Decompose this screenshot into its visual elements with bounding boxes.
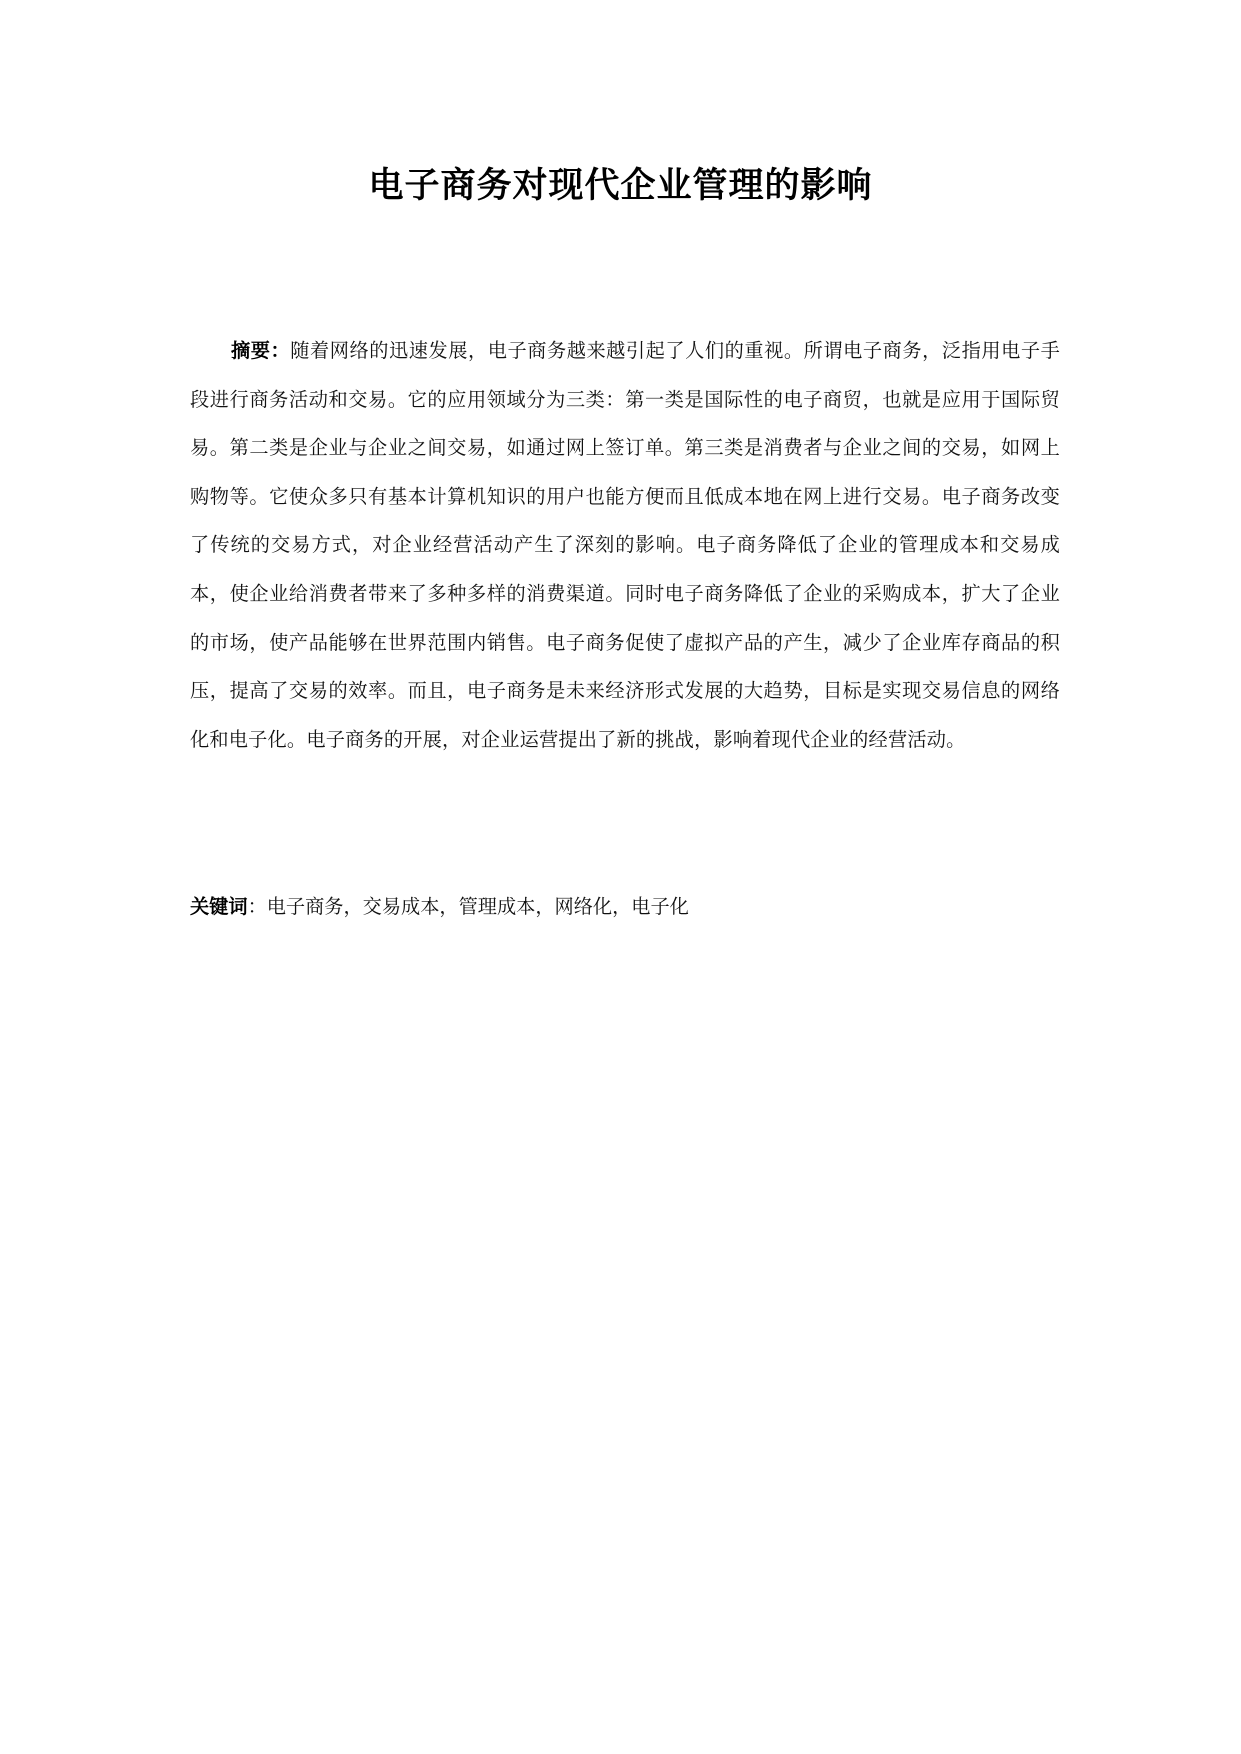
keywords-label: 关键词 — [190, 895, 248, 918]
abstract-paragraph — [190, 327, 1060, 764]
keywords-paragraph — [190, 887, 1060, 927]
abstract-text: 随着网络的迅速发展，电子商务越来越引起了人们的重视。所谓电子商务，泛指用电子手段进行商务活动和交易。它的应用领域分为三类：第一类是国际性的电子商贸，也就是应用于国际贸易。第二类是企业与企业之间交易，如通过网上签订单。第三类是消费者与企业之间的交易，如网上购物等。它使众多只有基本计算机知识的用户也能方便而且低成本地在网上进行交易。电子商务改变了传统的交易方式，对企业经营活动产生了深刻的影响。电子商务降低了企业的管理成本和交易成本，使企业给消费者带来了多种多样的消费渠道。同时电子商务降低了企业的采购成本，扩大了企业的市场，使产品能够在世界范围内销售。电子商务促使了虚拟产品的产生，减少了企业库存商品的积压，提高了交易的效率。而且，电子商务是未来经济形式发展的大趋势，目标是实现交易信息的网络化和电子化。电子商务的开展，对企业运营提出了新的挑战，影响着现代企业的经营活动。 — [190, 339, 1060, 751]
page-title: 电子商务对现代企业管理的影响 — [368, 166, 873, 206]
keywords-text: 电子商务，交易成本，管理成本，网络化，电子化 — [266, 895, 689, 918]
abstract-label: 摘要： — [231, 339, 291, 362]
keywords-separator: ： — [247, 895, 267, 918]
